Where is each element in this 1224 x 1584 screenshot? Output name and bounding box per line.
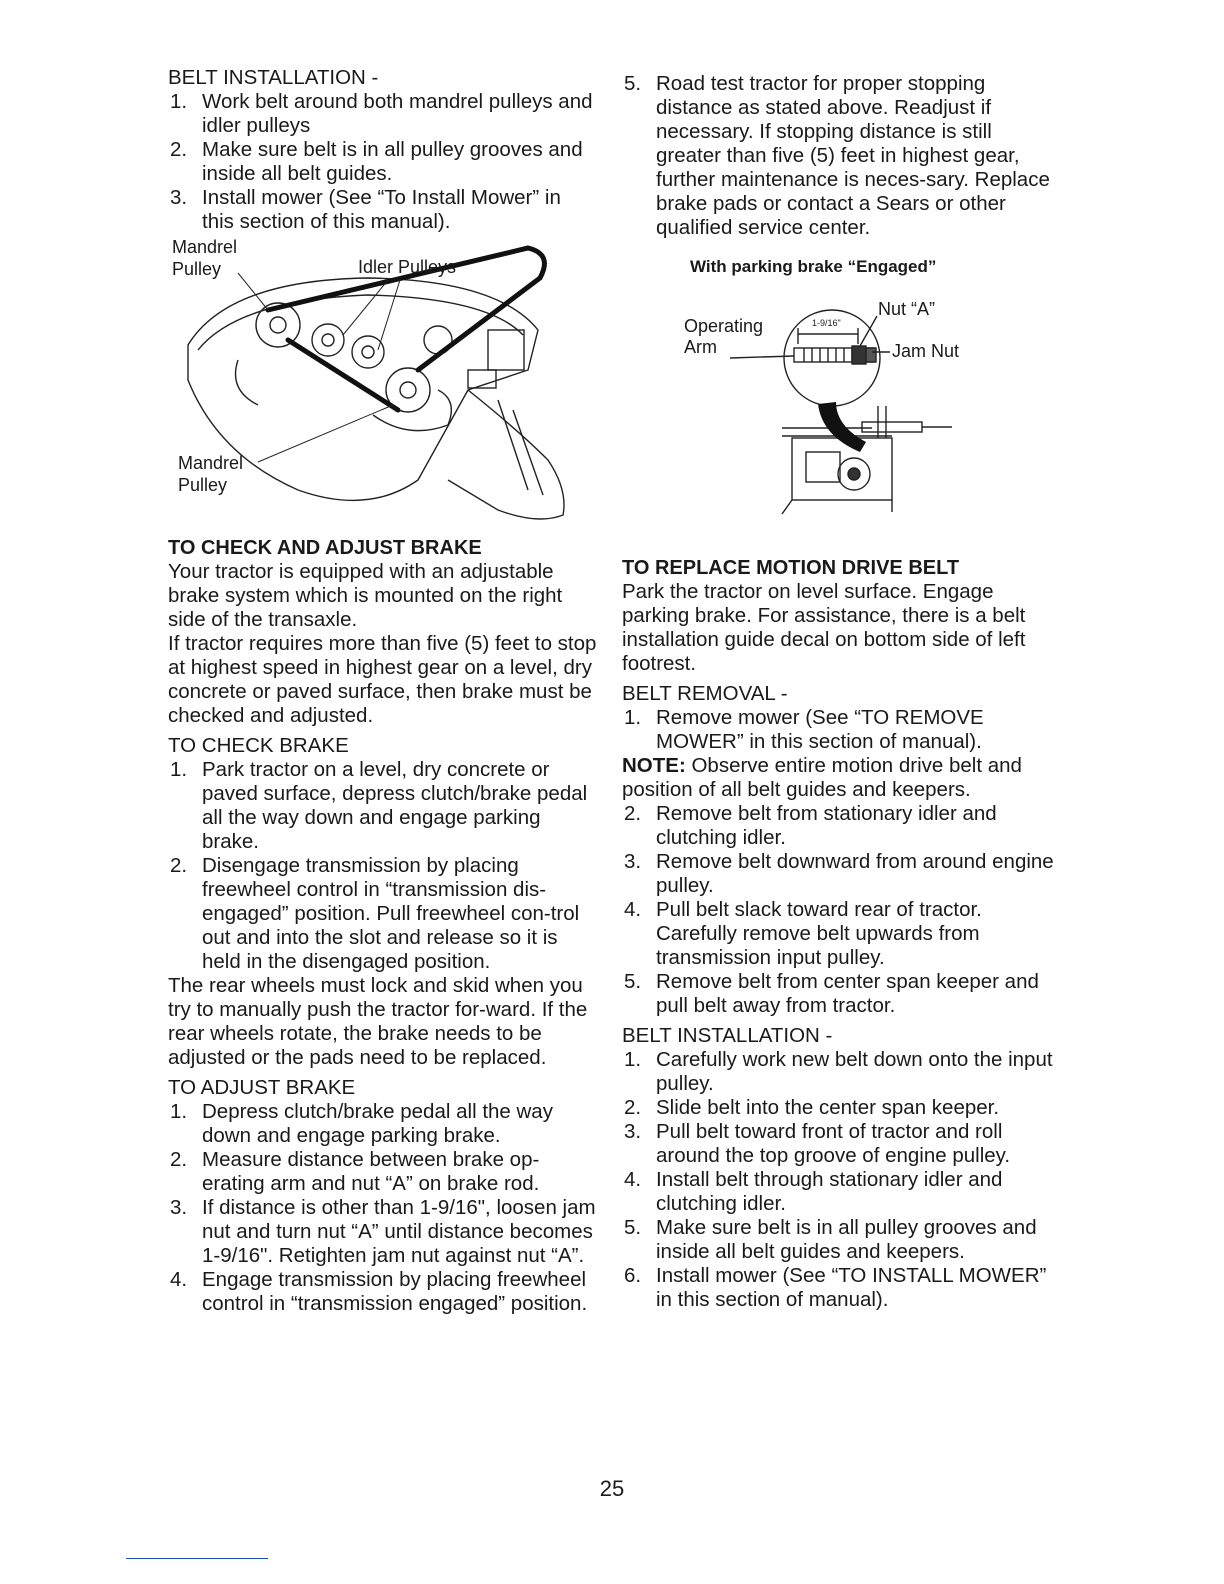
brake-adjustment-figure: [622, 256, 1062, 546]
list-item: 2. Slide belt into the center span keeper.: [624, 1096, 1000, 1119]
label-nut-a: Nut “A”: [878, 299, 936, 319]
list-item: 3. Install mower (See “To Install Mower” in this section of this manual).: [170, 186, 561, 233]
adjust-brake-heading: TO ADJUST BRAKE: [168, 1076, 356, 1099]
figure-caption: With parking brake “Engaged”: [690, 257, 937, 276]
list-item: 3. Remove belt downward from around engine pulley.: [624, 850, 1054, 897]
label-dimension: 1-9/16": [812, 318, 841, 328]
belt-removal-steps: [622, 802, 1062, 1018]
list-item: 4. Engage transmission by placing freewheel control in “transmission engaged” position.: [170, 1268, 588, 1315]
list-item: 4. Pull belt slack toward rear of tractor. Carefully remove belt upwards from transmission input pulley.: [624, 898, 982, 969]
left-column: [168, 66, 598, 1316]
belt-installation-heading-2: BELT INSTALLATION -: [622, 1024, 833, 1047]
replace-drive-belt-heading: TO REPLACE MOTION DRIVE BELT: [622, 557, 960, 579]
list-item: 3. If distance is other than 1-9/16", loosen jam nut and turn nut “A” until distance becomes 1-9/16". Retighten jam nut against nut “A”.: [170, 1196, 596, 1267]
list-item: 5. Road test tractor for proper stopping distance as stated above. Readjust if necessary. If stopping distance is still greater than five (5) feet in highest gear, further maintenance is neces-sary. Replace brake pads or contact a Sears or other qualified service center.: [624, 72, 1050, 239]
check-brake-heading: TO CHECK BRAKE: [168, 734, 349, 757]
label-mandrel-pulley-top: Mandrel Pulley: [172, 237, 238, 279]
brake-rod-illustration: [622, 256, 1062, 546]
belt-installation-steps-2: [622, 1048, 1062, 1312]
list-item: 6. Install mower (See “TO INSTALL MOWER” in this section of manual).: [624, 1264, 1047, 1311]
page-number: 25: [599, 1476, 625, 1501]
list-item: 5. Remove belt from center span keeper and pull belt away from tractor.: [624, 970, 1039, 1017]
belt-installation-heading: BELT INSTALLATION -: [168, 66, 379, 89]
list-item: 1. Carefully work new belt down onto the input pulley.: [624, 1048, 1053, 1095]
mower-deck-belt-figure: [168, 237, 598, 530]
footer-rule: [126, 1558, 268, 1559]
check-adjust-paragraph-1: Your tractor is equipped with an adjustable brake system which is mounted on the right side of the transaxle.: [168, 560, 563, 631]
label-mandrel-pulley-bottom: Mandrel Pulley: [178, 453, 244, 495]
check-brake-steps: [168, 758, 598, 974]
replace-paragraph: Park the tractor on level surface. Engage parking brake. For assistance, there is a belt installation guide decal on bottom side of left footrest.: [622, 580, 1026, 675]
right-column: [622, 66, 1062, 1312]
list-item: 1. Depress clutch/brake pedal all the way down and engage parking brake.: [170, 1100, 553, 1147]
label-jam-nut: Jam Nut: [892, 341, 960, 361]
belt-installation-steps: [168, 90, 598, 234]
check-adjust-brake-heading: TO CHECK AND ADJUST BRAKE: [168, 537, 482, 559]
note-paragraph: NOTE: Observe entire motion drive belt and position of all belt guides and keepers.: [622, 754, 1022, 801]
note-label: NOTE:: [622, 754, 686, 777]
list-item: 2. Measure distance between brake op-erating arm and nut “A” on brake rod.: [170, 1148, 540, 1195]
list-item: 1. Remove mower (See “TO REMOVE MOWER” in this section of manual).: [624, 706, 984, 753]
list-item: 2. Remove belt from stationary idler and clutching idler.: [624, 802, 997, 849]
road-test-step: [622, 72, 1062, 240]
list-item: 1. Park tractor on a level, dry concrete or paved surface, depress clutch/brake pedal all the way down and engage parking brake.: [170, 758, 588, 853]
belt-removal-heading: BELT REMOVAL -: [622, 682, 788, 705]
adjust-brake-steps: [168, 1100, 598, 1316]
label-idler-pulleys: Idler Pulleys: [358, 257, 457, 277]
list-item: 2. Make sure belt is in all pulley grooves and inside all belt guides.: [170, 138, 583, 185]
label-operating-arm: Operating Arm: [684, 316, 764, 357]
belt-removal-step-1: [622, 706, 1062, 754]
list-item: 4. Install belt through stationary idler and clutching idler.: [624, 1168, 1003, 1215]
list-item: 5. Make sure belt is in all pulley grooves and inside all belt guides and keepers.: [624, 1216, 1037, 1263]
list-item: 2. Disengage transmission by placing freewheel control in “transmission dis-engaged” position. Pull freewheel con-trol out and into the slot and release so it is held in the disengaged position.: [170, 854, 580, 973]
check-adjust-paragraph-2: If tractor requires more than five (5) feet to stop at highest speed in highest gear on a level, dry concrete or paved surface, then brake must be checked and adjusted.: [168, 632, 597, 727]
rear-wheels-paragraph: The rear wheels must lock and skid when you try to manually push the tractor for-ward. If the rear wheels rotate, the brake needs to be adjusted or the pads need to be replaced.: [168, 974, 588, 1069]
list-item: 3. Pull belt toward front of tractor and roll around the top groove of engine pulley.: [624, 1120, 1011, 1167]
list-item: 1. Work belt around both mandrel pulleys and idler pulleys: [170, 90, 593, 137]
